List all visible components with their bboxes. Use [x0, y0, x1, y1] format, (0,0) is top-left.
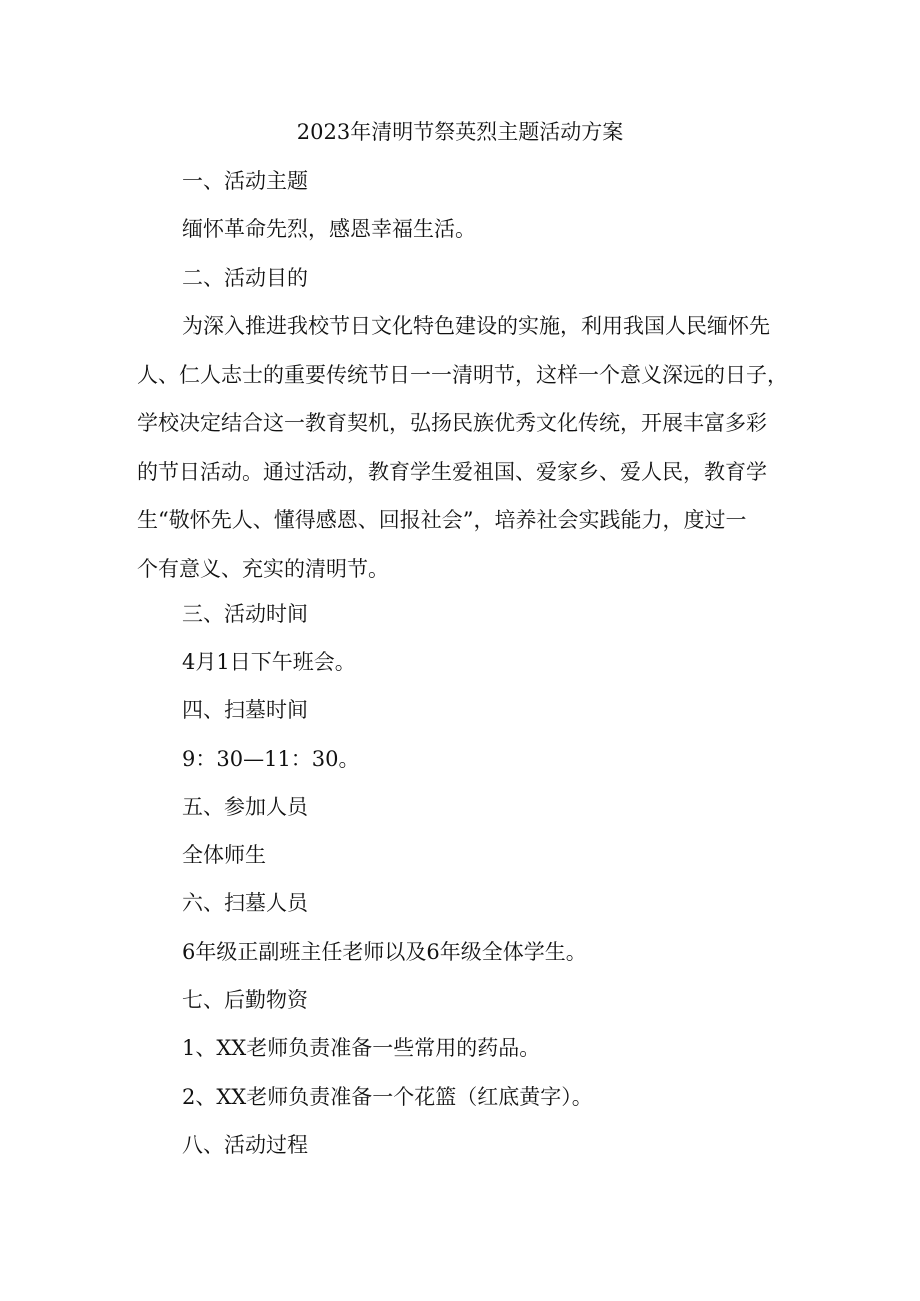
document-title: 2023年清明节祭英烈主题活动方案: [296, 120, 624, 144]
section-7-item-2: 2、XX老师负责准备一个花篮（红底黄字）。: [182, 1085, 593, 1109]
paragraph-line: 为深入推进我校节日文化特色建设的实施，利用我国人民缅怀先: [182, 314, 770, 338]
section-8-heading: 八、活动过程: [182, 1133, 308, 1157]
paragraph-line: 的节日活动。通过活动，教育学生爱祖国、爱家乡、爱人民，教育学: [137, 459, 767, 484]
section-6-text: 6年级正副班主任老师以及6年级全体学生。: [182, 940, 587, 964]
paragraph-line: 学校决定结合这一教育契机，弘扬民族优秀文化传统，开展丰富多彩: [137, 411, 767, 436]
section-4-heading: 四、扫墓时间: [182, 698, 308, 722]
section-2-paragraph: [137, 310, 797, 602]
section-2-heading: 二、活动目的: [182, 266, 308, 290]
section-7-item-1: 1、XX老师负责准备一些常用的药品。: [182, 1036, 541, 1060]
paragraph-line: 人、仁人志士的重要传统节日一一清明节，这样一个意义深远的日子，: [137, 362, 788, 387]
section-3-text: 4月1日下午班会。: [182, 650, 356, 674]
paragraph-line: 生“敬怀先人、懂得感恩、回报社会”，培养社会实践能力，度过一: [137, 508, 747, 533]
section-4-text: 9：30—11：30。: [182, 747, 360, 771]
section-5-text: 全体师生: [182, 843, 266, 867]
section-1-text: 缅怀革命先烈，感恩幸福生活。: [182, 217, 476, 241]
section-3-heading: 三、活动时间: [182, 602, 308, 626]
section-7-heading: 七、后勤物资: [182, 988, 308, 1012]
section-6-heading: 六、扫墓人员: [182, 891, 308, 915]
section-1-heading: 一、活动主题: [182, 169, 308, 193]
section-5-heading: 五、参加人员: [182, 795, 308, 819]
paragraph-line: 个有意义、充实的清明节。: [137, 556, 389, 581]
